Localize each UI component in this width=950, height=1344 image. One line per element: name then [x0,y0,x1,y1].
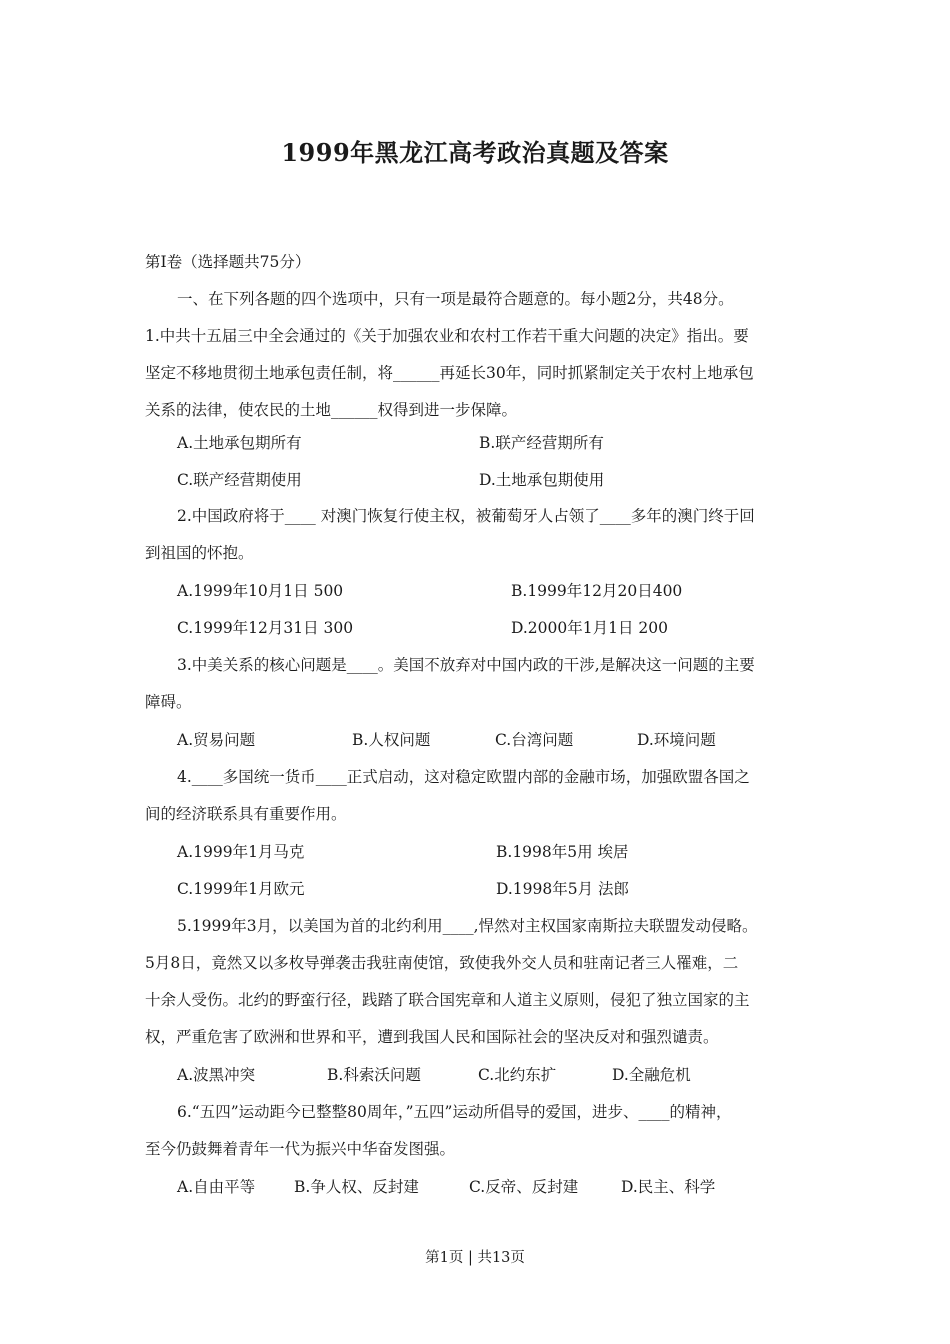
instructions: 一、在下列各题的四个选项中，只有一项是最符合题意的。每小题2分，共48分。 [177,290,734,308]
q2-line-1: 2.中国政府将于____ 对澳门恢复行使主权，被葡萄牙人占领了____多年的澳门终于回 [177,507,755,525]
q1-line-3: 关系的法律，使农民的土地______权得到进一步保障。 [145,401,518,419]
q1-option-d: D.土地承包期使用 [479,471,605,489]
section-header: 第Ⅰ卷（选择题共75分） [145,253,311,271]
q5-option-b: B.科索沃问题 [327,1066,421,1084]
q1-line-1: 1.中共十五届三中全会通过的《关于加强农业和农村工作若干重大问题的决定》指出。要 [145,327,749,345]
q5-option-d: D.全融危机 [612,1066,691,1084]
q4-option-a: A.1999年1月马克 [177,843,305,861]
document-title: 1999年黑龙江高考政治真题及答案 [281,138,669,167]
q2-option-d: D.2000年1月1日 200 [511,619,668,637]
q2-option-b: B.1999年12月20日400 [511,582,683,600]
q1-option-c: C.联产经营期使用 [177,471,302,489]
q3-line-2: 障碍。 [145,693,192,711]
q6-option-a: A.自由平等 [177,1178,256,1196]
q6-line-2: 至今仍鼓舞着青年一代为振兴中华奋发图强。 [145,1140,456,1158]
q5-line-2: 5月8日，竟然又以多枚导弹袭击我驻南使馆，致使我外交人员和驻南记者三人罹难，二 [145,954,739,972]
q3-line-1: 3.中美关系的核心问题是____。美国不放弃对中国内政的干涉,是解决这一问题的主要 [177,656,755,674]
q2-option-a: A.1999年10月1日 500 [177,582,344,600]
q2-option-c: C.1999年12月31日 300 [177,619,354,637]
q3-option-a: A.贸易问题 [177,731,256,749]
q5-line-4: 权，严重危害了欧洲和世界和平，遭到我国人民和国际社会的坚决反对和强烈谴责。 [145,1028,719,1046]
q4-line-1: 4.____多国统一货币____正式启动，这对稳定欧盟内部的金融市场，加强欧盟各国之 [177,768,750,786]
q5-option-c: C.北约东扩 [478,1066,557,1084]
q1-option-a: A.土地承包期所有 [177,434,302,452]
q6-option-d: D.民主、科学 [621,1178,716,1196]
q4-option-c: C.1999年1月欧元 [177,880,305,898]
page-footer: 第1页 | 共13页 [425,1250,525,1266]
q3-option-d: D.环境问题 [637,731,716,749]
q5-line-1: 5.1999年3月，以美国为首的北约利用____,悍然对主权国家南斯拉夫联盟发动侵略。 [177,917,758,935]
q4-option-d: D.1998年5月 法郎 [496,880,630,898]
q1-option-b: B.联产经营期所有 [479,434,604,452]
q5-option-a: A.波黑冲突 [177,1066,256,1084]
q3-option-c: C.台湾问题 [495,731,574,749]
q5-line-3: 十余人受伤。北约的野蛮行径，践踏了联合国宪章和人道主义原则，侵犯了独立国家的主 [145,991,750,1009]
q4-line-2: 间的经济联系具有重要作用。 [145,805,347,823]
q2-line-2: 到祖国的怀抱。 [145,544,254,562]
q4-option-b: B.1998年5用 埃居 [496,843,629,861]
q3-option-b: B.人权问题 [352,731,431,749]
q6-option-c: C.反帝、反封建 [469,1178,579,1196]
q1-line-2: 坚定不移地贯彻土地承包责任制，将______再延长30年，同时抓紧制定关于农村上地承包 [145,364,754,382]
q6-line-1: 6.“五四”运动距今已整整80周年，”五四”运动所倡导的爱国，进步、____的精神， [177,1103,732,1121]
q6-option-b: B.争人权、反封建 [294,1178,419,1196]
